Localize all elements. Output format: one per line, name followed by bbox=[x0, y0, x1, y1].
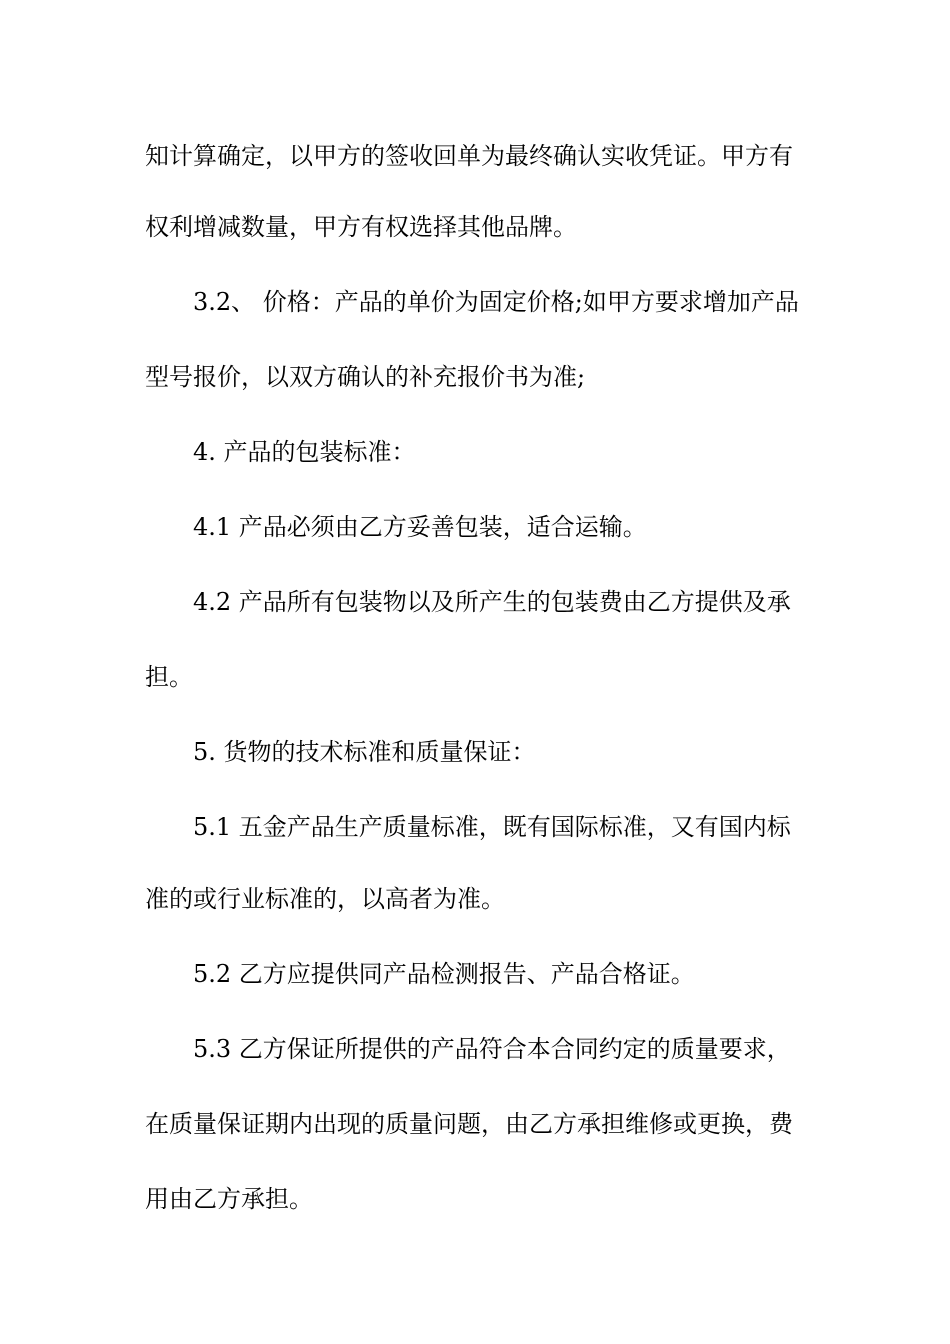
paragraph-line: 担。 bbox=[145, 663, 193, 691]
paragraph-line: 5.2 乙方应提供同产品检测报告、产品合格证。 bbox=[193, 960, 695, 988]
section-heading: 5. 货物的技术标准和质量保证： bbox=[193, 738, 536, 766]
paragraph-line: 用由乙方承担。 bbox=[145, 1185, 313, 1213]
paragraph-line: 在质量保证期内出现的质量问题，由乙方承担维修或更换，费 bbox=[145, 1110, 793, 1138]
paragraph-line: 5.3 乙方保证所提供的产品符合本合同约定的质量要求， bbox=[193, 1035, 791, 1063]
paragraph-line: 权利增减数量，甲方有权选择其他品牌。 bbox=[145, 213, 577, 241]
paragraph-line: 知计算确定，以甲方的签收回单为最终确认实收凭证。甲方有 bbox=[145, 142, 793, 170]
paragraph-line: 4.1 产品必须由乙方妥善包装，适合运输。 bbox=[193, 513, 647, 541]
section-heading: 4. 产品的包装标准： bbox=[193, 438, 416, 466]
paragraph-line: 3.2、 价格：产品的单价为固定价格;如甲方要求增加产品 bbox=[193, 288, 799, 316]
paragraph-line: 4.2 产品所有包装物以及所产生的包装费由乙方提供及承 bbox=[193, 588, 791, 616]
paragraph-line: 型号报价，以双方确认的补充报价书为准; bbox=[145, 363, 586, 391]
paragraph-line: 准的或行业标准的，以高者为准。 bbox=[145, 885, 505, 913]
paragraph-line: 5.1 五金产品生产质量标准，既有国际标准，又有国内标 bbox=[193, 813, 791, 841]
